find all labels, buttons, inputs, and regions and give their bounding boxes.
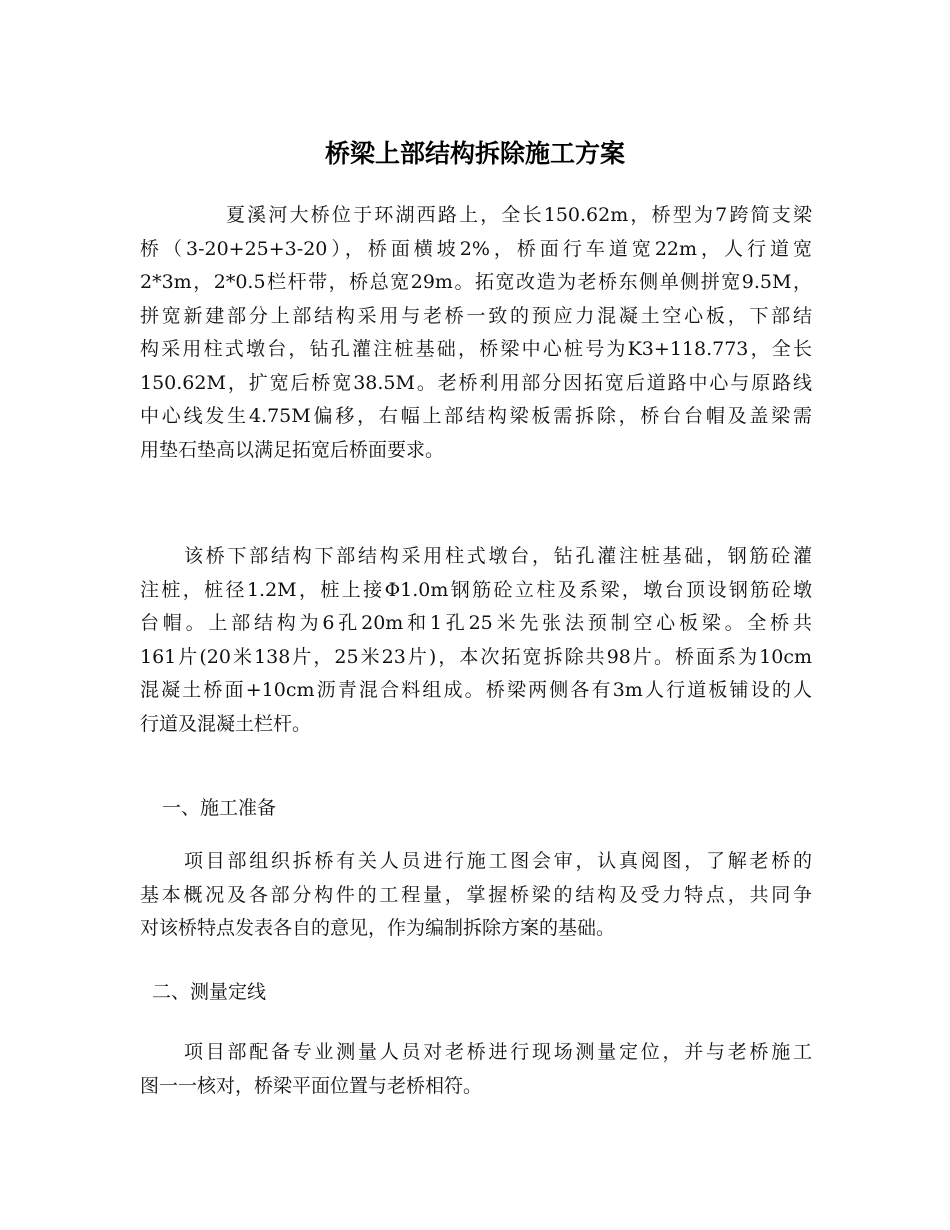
section-heading-preparation: 一、施工准备 [162,797,277,819]
intro-line: 150.62M，扩宽后桥宽38.5M。老桥利用部分因拓宽后道路中心与原路线 [140,371,812,394]
document-title: 桥梁上部结构拆除施工方案 [324,139,625,168]
section-heading-survey: 二、测量定线 [152,981,267,1003]
intro-paragraph [140,199,812,467]
structure-line: 该桥下部结构下部结构采用柱式墩台，钻孔灌注桩基础，钢筋砼灌 [184,545,812,567]
preparation-line: 项目部组织拆桥有关人员进行施工图会审，认真阅图，了解老桥的 [184,850,812,872]
structure-line: 台帽。上部结构为6孔20m和1孔25米先张法预制空心板梁。全桥共 [140,612,812,634]
preparation-line: 基本概况及各部分构件的工程量，掌握桥梁的结构及受力特点，共同争 [140,883,812,906]
intro-line: 2*3m，2*0.5栏杆带，桥总宽29m。拓宽改造为老桥东侧单侧拼宽9.5M， [140,271,812,293]
survey-line: 项目部配备专业测量人员对老桥进行现场测量定位，并与老桥施工 [184,1041,812,1063]
intro-line: 桥（3-20+25+3-20），桥面横坡2%，桥面行车道宽22m，人行道宽 [140,237,812,260]
intro-line: 中心线发生4.75M偏移，右幅上部结构梁板需拆除，桥台台帽及盖梁需 [140,405,812,427]
intro-line: 构采用柱式墩台，钻孔灌注桩基础，桥梁中心桩号为K3+118.773，全长 [140,338,812,360]
structure-paragraph [140,540,812,741]
intro-line: 夏溪河大桥位于环湖西路上，全长150.62m，桥型为7跨简支梁 [226,204,812,226]
structure-line: 注桩，桩径1.2M，桩上接Φ1.0m钢筋砼立柱及系梁，墩台顶设钢筋砼墩 [140,578,812,601]
survey-line: 图一一核对，桥梁平面位置与老桥相符。 [140,1074,483,1097]
survey-paragraph [140,1036,812,1103]
intro-line: 拼宽新建部分上部结构采用与老桥一致的预应力混凝土空心板，下部结 [140,304,812,327]
structure-line: 混凝土桥面+10cm沥青混合料组成。桥梁两侧各有3m人行道板铺设的人 [140,679,812,701]
structure-line: 161片(20米138片，25米23片)，本次拓宽拆除共98片。桥面系为10cm [140,645,812,668]
preparation-line: 对该桥特点发表各自的意见，作为编制拆除方案的基础。 [140,917,616,939]
intro-line: 用垫石垫高以满足拓宽后桥面要求。 [140,438,445,461]
structure-line: 行道及混凝土栏杆。 [140,712,312,735]
preparation-paragraph [140,845,812,946]
